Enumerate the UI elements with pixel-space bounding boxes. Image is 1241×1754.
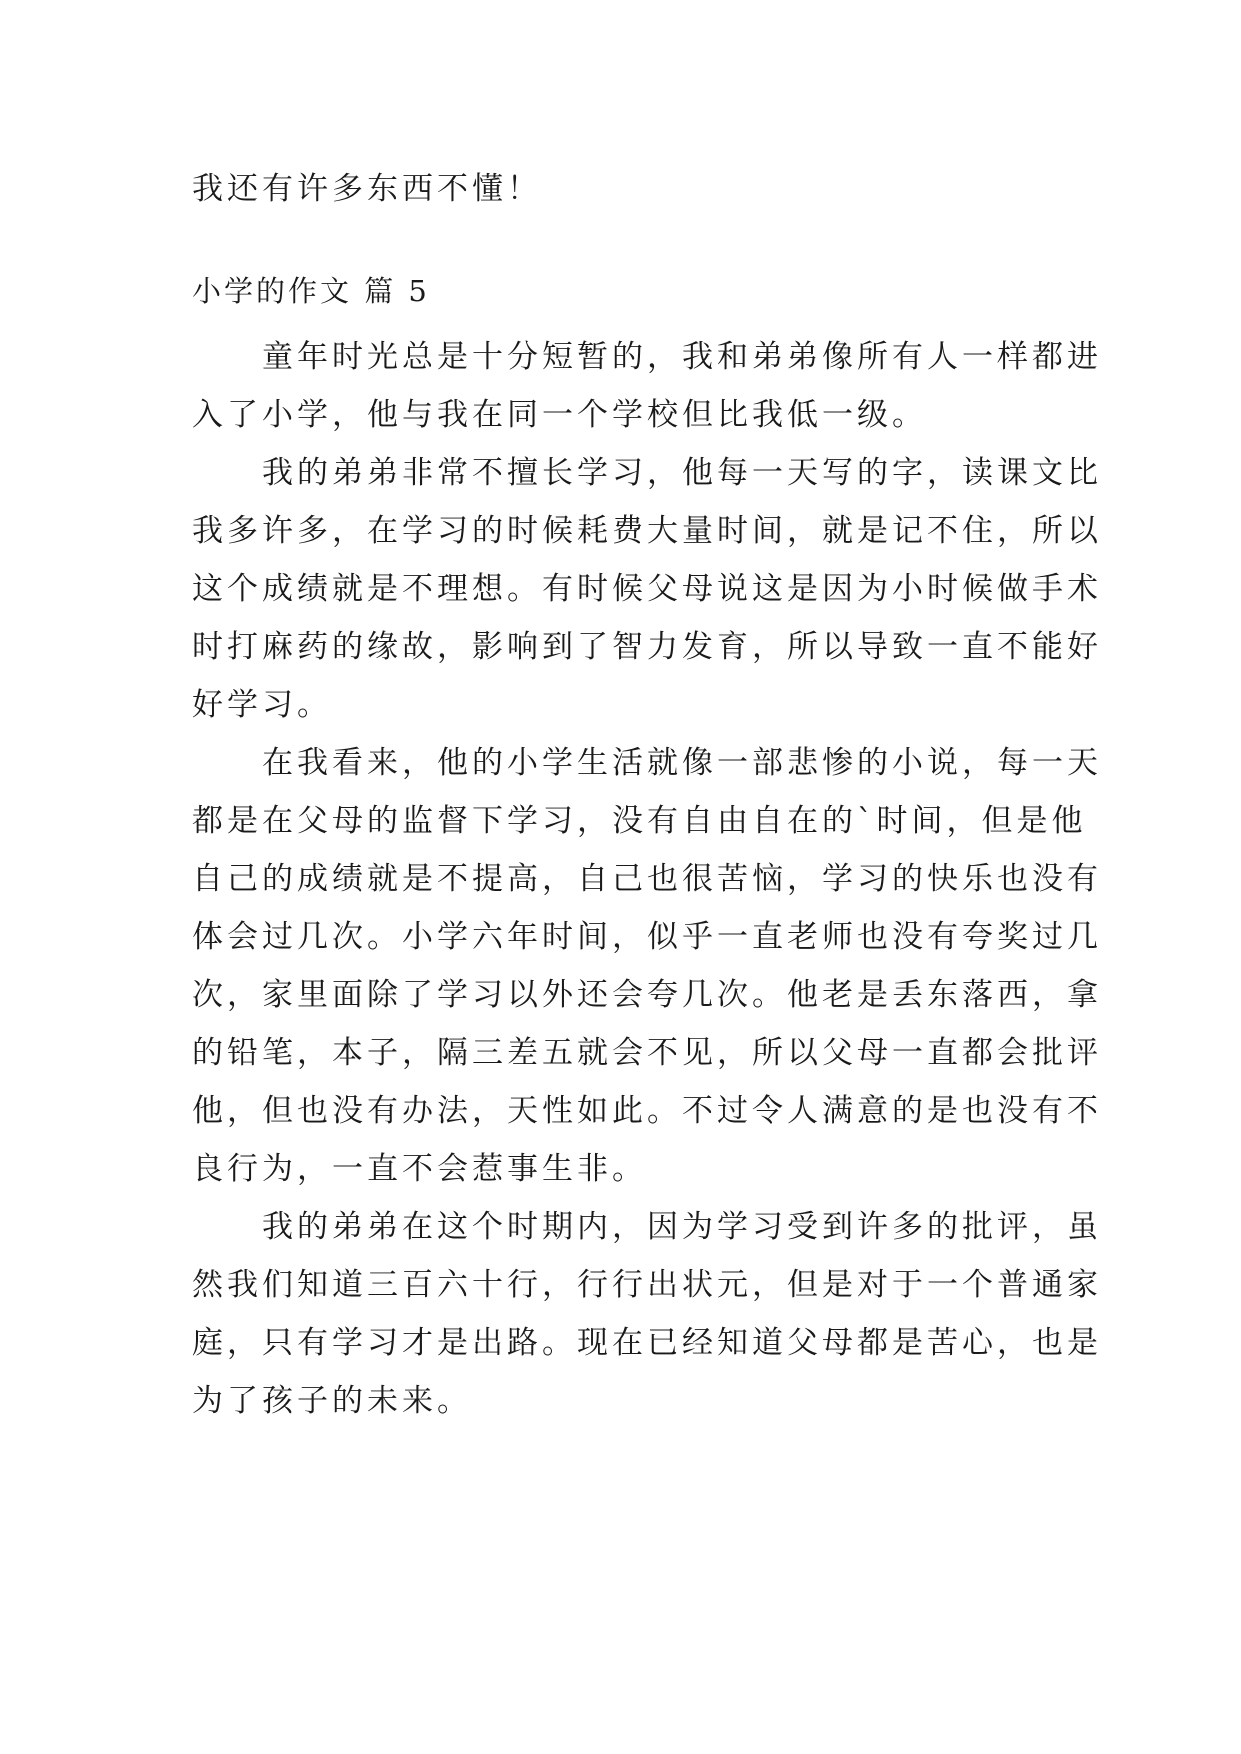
paragraph-line: 入了小学，他与我在同一个学校但比我低一级。: [192, 397, 927, 433]
paragraph-line: 庭，只有学习才是出路。现在已经知道父母都是苦心，也是: [192, 1325, 1102, 1361]
intro-line: 我还有许多东西不懂！: [192, 171, 542, 207]
paragraph-line: 然我们知道三百六十行，行行出状元，但是对于一个普通家: [192, 1267, 1102, 1303]
paragraph-4: [192, 1198, 1102, 1430]
paragraph-line: 为了孩子的未来。: [192, 1383, 472, 1419]
paragraph-line: 时打麻药的缘故，影响到了智力发育，所以导致一直不能好: [192, 629, 1102, 665]
paragraph-line: 我多许多，在学习的时候耗费大量时间，就是记不住，所以: [192, 513, 1102, 549]
paragraph-line: 这个成绩就是不理想。有时候父母说这是因为小时候做手术: [192, 571, 1102, 607]
paragraph-line: 我的弟弟非常不擅长学习，他每一天写的字，读课文比: [262, 455, 1102, 491]
paragraph-line: 童年时光总是十分短暂的，我和弟弟像所有人一样都进: [262, 339, 1102, 375]
paragraph-line: 次，家里面除了学习以外还会夸几次。他老是丢东落西，拿: [192, 977, 1102, 1013]
paragraph-3: [192, 734, 1102, 1198]
paragraph-line: 的铅笔，本子，隔三差五就会不见，所以父母一直都会批评: [192, 1035, 1102, 1071]
paragraph-line: 自己的成绩就是不提高，自己也很苦恼，学习的快乐也没有: [192, 861, 1102, 897]
document-body: [192, 160, 1102, 1430]
section-heading: 小学的作文 篇 5: [192, 274, 430, 308]
paragraph-line: 他，但也没有办法，天性如此。不过令人满意的是也没有不: [192, 1093, 1102, 1129]
paragraph-line: 我的弟弟在这个时期内，因为学习受到许多的批评，虽: [262, 1209, 1102, 1245]
paragraph-1: [192, 328, 1102, 444]
paragraph-line: 好学习。: [192, 687, 332, 723]
paragraph-line: 都是在父母的监督下学习，没有自由自在的`时间，但是他: [192, 803, 1087, 839]
paragraph-line: 体会过几次。小学六年时间，似乎一直老师也没有夸奖过几: [192, 919, 1102, 955]
paragraph-line: 在我看来，他的小学生活就像一部悲惨的小说，每一天: [262, 745, 1102, 781]
paragraph-2: [192, 444, 1102, 734]
paragraph-line: 良行为，一直不会惹事生非。: [192, 1151, 647, 1187]
